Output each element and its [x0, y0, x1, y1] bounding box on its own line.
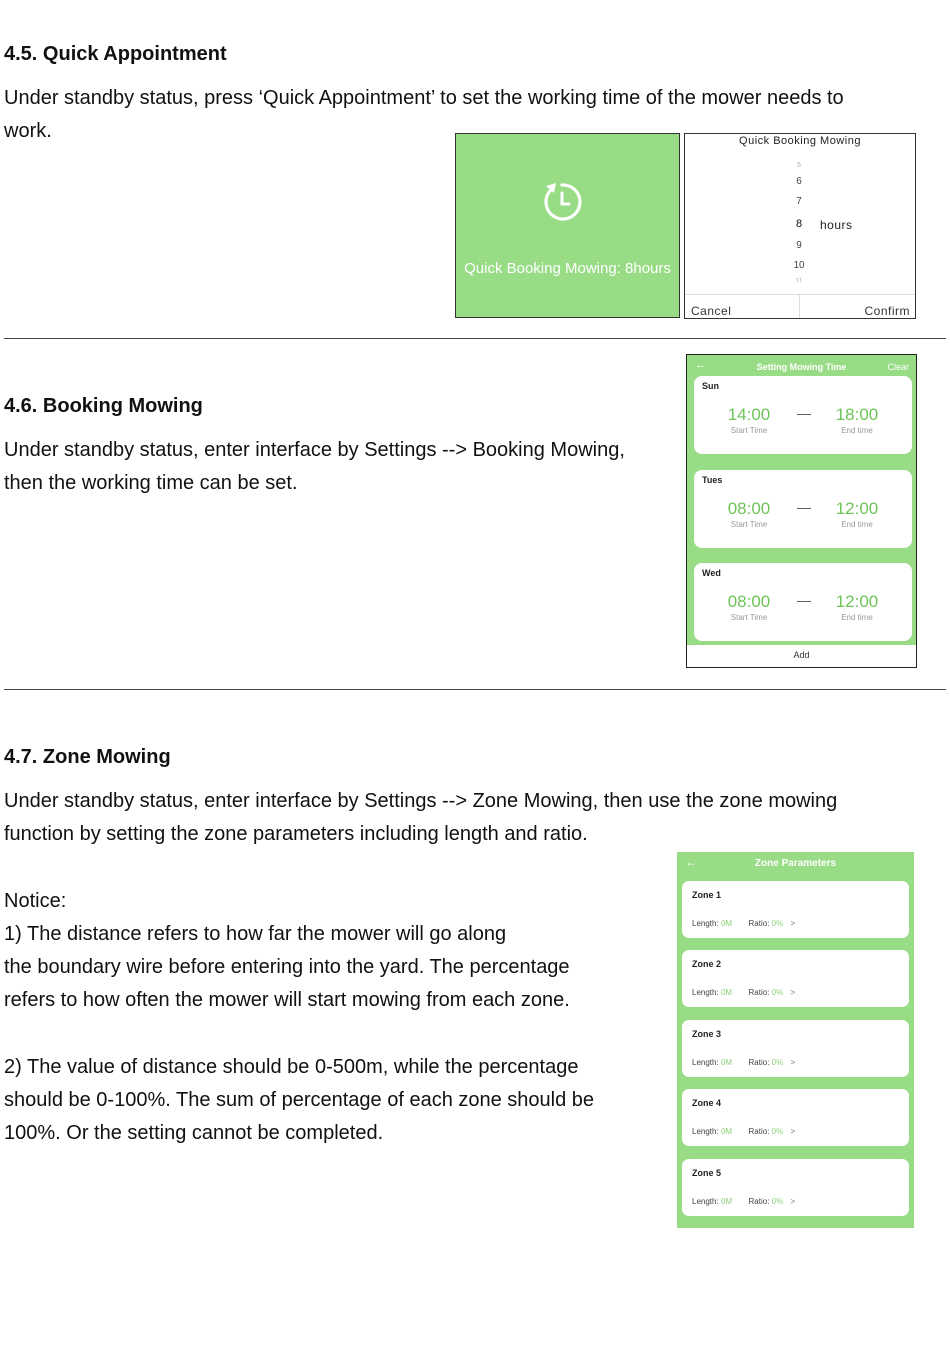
section-heading-quick-appointment: 4.5. Quick Appointment	[4, 43, 227, 65]
length-value: 0M	[720, 1058, 733, 1067]
time-range-dash: —	[797, 499, 811, 515]
length-value: 0M	[720, 919, 733, 928]
zone-name: Zone 2	[692, 959, 722, 969]
notice-1-line2: the boundary wire before entering into the yard. The percentage	[4, 956, 570, 978]
zone-card[interactable]	[682, 881, 909, 938]
length-label: Length:	[692, 1058, 719, 1067]
start-time-label: Start Time	[730, 520, 768, 529]
schedule-day: Tues	[702, 475, 723, 485]
picker-footer-divider	[799, 294, 800, 318]
zone-mowing-paragraph-line1: Under standby status, enter interface by Settings --> Zone Mowing, then use the zone mowing	[4, 790, 838, 812]
zone-name: Zone 1	[692, 890, 722, 900]
add-schedule-button[interactable]: Add	[793, 650, 810, 660]
picker-option[interactable]: 6	[796, 176, 802, 187]
zone-card[interactable]	[682, 1089, 909, 1146]
setting-mowing-time-screen	[686, 354, 917, 668]
chevron-right-icon: >	[790, 1058, 796, 1067]
section-heading-booking-mowing: 4.6. Booking Mowing	[4, 395, 203, 417]
zone-parameters-line	[692, 1127, 795, 1136]
chevron-right-icon: >	[790, 919, 796, 928]
length-label: Length:	[692, 1197, 719, 1206]
clock-refresh-icon	[540, 177, 584, 227]
quick-booking-button-label: Quick Booking Mowing: 8hours	[464, 260, 671, 277]
picker-option[interactable]: 7	[796, 196, 802, 207]
zone-parameters-line	[692, 988, 795, 997]
picker-unit-label: hours	[820, 218, 853, 232]
picker-option[interactable]: 10	[793, 260, 805, 271]
screen-title: Setting Mowing Time	[756, 362, 847, 372]
ratio-label: Ratio:	[748, 1127, 770, 1136]
picker-title: Quick Booking Mowing	[739, 135, 861, 147]
time-range-dash: —	[797, 592, 811, 608]
ratio-label: Ratio:	[748, 919, 770, 928]
schedule-card[interactable]	[694, 376, 912, 454]
schedule-day: Wed	[702, 568, 721, 578]
length-label: Length:	[692, 1127, 719, 1136]
start-time-label: Start Time	[730, 426, 768, 435]
booking-mowing-paragraph-line1: Under standby status, enter interface by Settings --> Booking Mowing,	[4, 439, 625, 461]
section-divider	[4, 689, 946, 690]
chevron-right-icon: >	[790, 1197, 796, 1206]
end-time-label: End time	[841, 520, 873, 529]
zone-parameters-line	[692, 919, 795, 928]
end-time-label: End time	[841, 613, 873, 622]
picker-option[interactable]: 9	[796, 240, 802, 251]
confirm-button[interactable]: Confirm	[864, 304, 910, 318]
picker-option[interactable]: 5	[797, 162, 801, 169]
zone-mowing-paragraph-line2: function by setting the zone parameters including length and ratio.	[4, 823, 588, 845]
notice-1-line1: 1) The distance refers to how far the mower will go along	[4, 923, 507, 945]
start-time-value[interactable]: 08:00	[727, 592, 771, 611]
screen-header	[677, 852, 914, 876]
zone-name: Zone 3	[692, 1029, 722, 1039]
zone-card[interactable]	[682, 1020, 909, 1077]
quick-appointment-paragraph-line2: work.	[4, 120, 52, 142]
chevron-right-icon: >	[790, 988, 796, 997]
back-arrow-icon[interactable]: ←	[685, 855, 697, 869]
section-heading-zone-mowing: 4.7. Zone Mowing	[4, 746, 171, 768]
length-value: 0M	[720, 988, 733, 997]
notice-2-line3: 100%. Or the setting cannot be completed.	[4, 1122, 384, 1144]
zone-name: Zone 5	[692, 1168, 722, 1178]
screen-title: Zone Parameters	[754, 858, 837, 869]
start-time-value[interactable]: 14:00	[727, 405, 771, 424]
end-time-label: End time	[841, 426, 873, 435]
length-value: 0M	[720, 1197, 733, 1206]
quick-appointment-paragraph-line1: Under standby status, press ‘Quick Appointment’ to set the working time of the mower needs to	[4, 87, 844, 109]
ratio-value: 0%	[771, 919, 784, 928]
ratio-value: 0%	[771, 1197, 784, 1206]
start-time-label: Start Time	[730, 613, 768, 622]
booking-mowing-paragraph-line2: then the working time can be set.	[4, 472, 298, 494]
ratio-value: 0%	[771, 1058, 784, 1067]
ratio-value: 0%	[771, 1127, 784, 1136]
length-value: 0M	[720, 1127, 733, 1136]
time-range-dash: —	[797, 405, 811, 421]
zone-parameters-line	[692, 1197, 795, 1206]
end-time-value[interactable]: 12:00	[835, 592, 879, 611]
section-divider	[4, 338, 946, 339]
picker-option-selected[interactable]: 8	[795, 218, 803, 230]
schedule-day: Sun	[702, 381, 719, 391]
chevron-right-icon: >	[790, 1127, 796, 1136]
schedule-card[interactable]	[694, 563, 912, 641]
clear-button[interactable]: Clear	[887, 362, 909, 372]
zone-card[interactable]	[682, 1159, 909, 1216]
notice-2-line2: should be 0-100%. The sum of percentage of each zone should be	[4, 1089, 595, 1111]
notice-2-line1: 2) The value of distance should be 0-500m, while the percentage	[4, 1056, 579, 1078]
notice-title: Notice:	[4, 890, 67, 912]
zone-parameters-line	[692, 1058, 795, 1067]
ratio-label: Ratio:	[748, 1058, 770, 1067]
ratio-label: Ratio:	[748, 1197, 770, 1206]
end-time-value[interactable]: 18:00	[835, 405, 879, 424]
end-time-value[interactable]: 12:00	[835, 499, 879, 518]
length-label: Length:	[692, 919, 719, 928]
cancel-button[interactable]: Cancel	[691, 304, 732, 318]
back-arrow-icon[interactable]: ←	[695, 359, 706, 371]
start-time-value[interactable]: 08:00	[727, 499, 771, 518]
hours-picker-dialog	[684, 133, 916, 319]
picker-option[interactable]: 11	[795, 278, 803, 282]
zone-name: Zone 4	[692, 1098, 722, 1108]
zone-parameters-screen	[677, 852, 914, 1228]
ratio-value: 0%	[771, 988, 784, 997]
zone-card[interactable]	[682, 950, 909, 1007]
ratio-label: Ratio:	[748, 988, 770, 997]
schedule-card[interactable]	[694, 470, 912, 548]
length-label: Length:	[692, 988, 719, 997]
notice-1-line3: refers to how often the mower will start mowing from each zone.	[4, 989, 570, 1011]
